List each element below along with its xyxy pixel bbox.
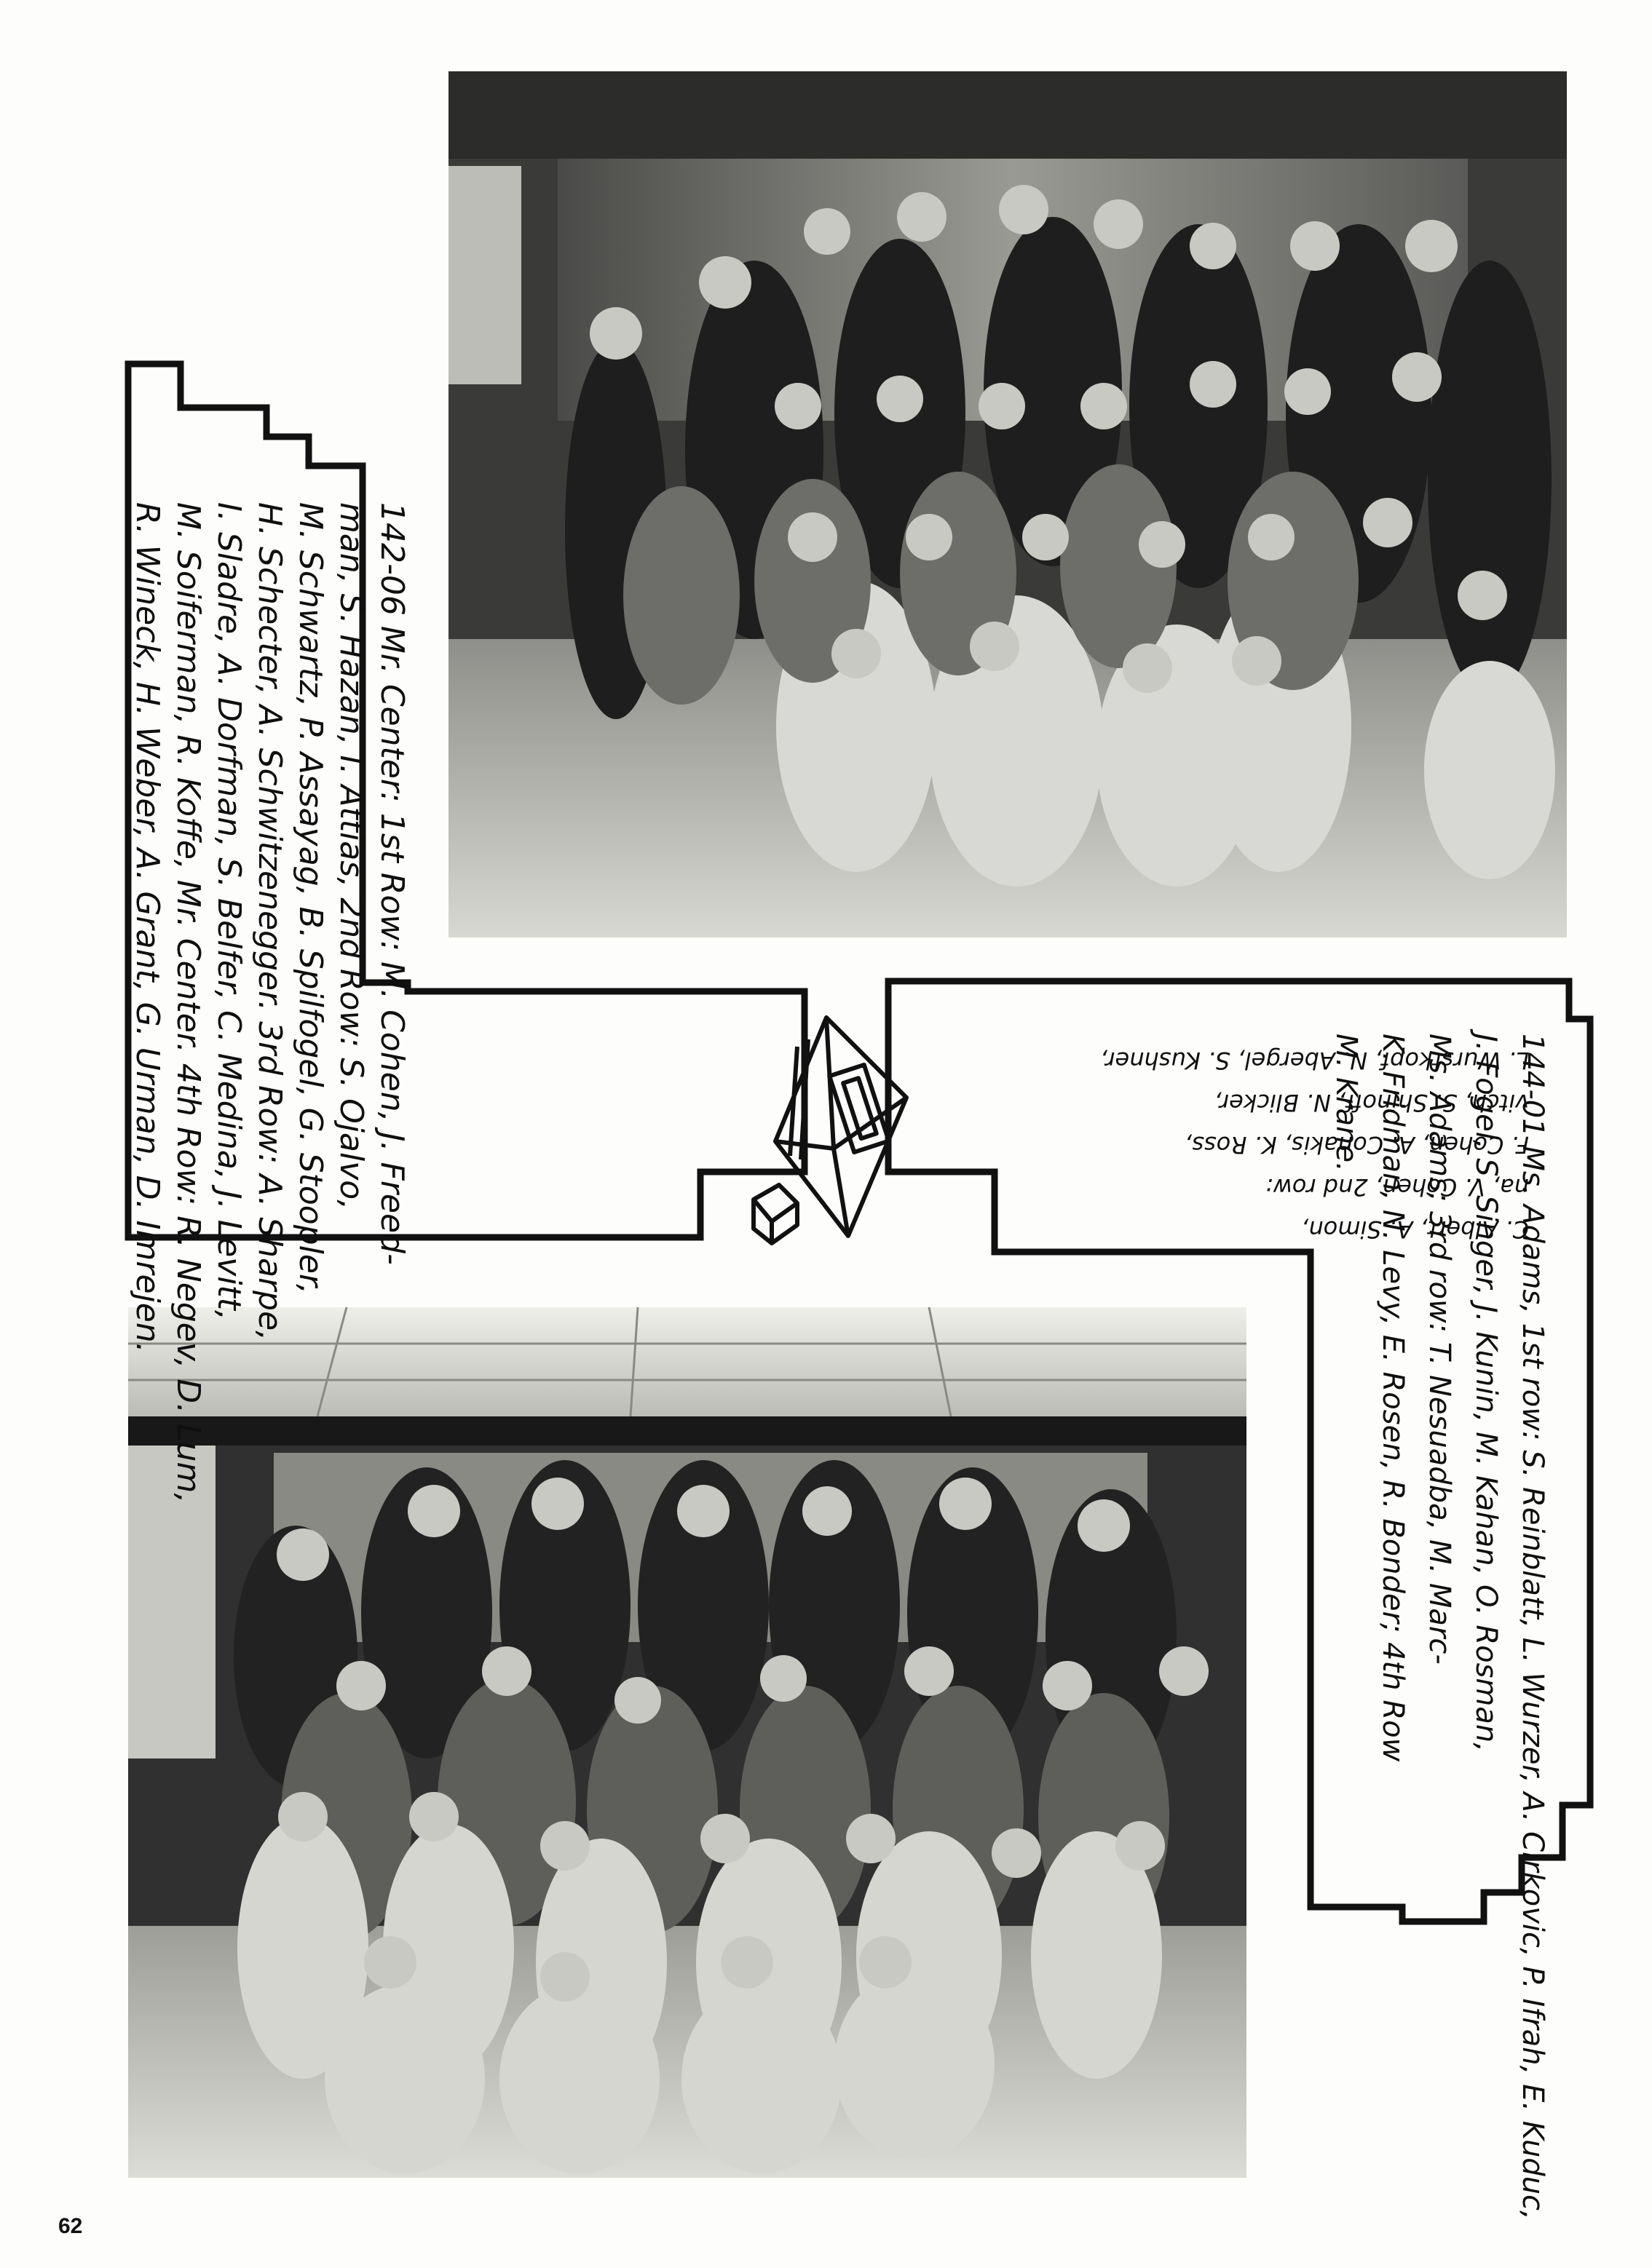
class-photo-bottom-image: [128, 1307, 1246, 2178]
caption-line: 144-01 Ms. Adams, 1st row: S. Reinblatt, L. Wurzer, A. Cirkovic, P. Ifrah, E. Kuduc,: [1516, 1034, 1549, 2220]
caption-line: vitch, S. Shinoff, N. Blicker,: [1214, 1089, 1529, 1117]
class-photo-bottom: [128, 1307, 1246, 2178]
caption-line: K. Fridman, N. Levy, E. Rosen, R. Bonder; 4th Row: [1376, 1034, 1410, 1762]
class-photo-top-image: [448, 71, 1567, 937]
caption-line: na, V. Cohen, 2nd row:: [1265, 1173, 1529, 1201]
caption-line: J. Fogel, S. Singer, J. Kunin, M. Kahan, O. Rosman,: [1469, 1034, 1503, 1752]
caption-line: Ms. Adams; 3rd row: T. Nesuadba, M. Marc-: [1423, 1034, 1456, 1665]
caption-line: M. Soiferman, R. Koffe, Mr. Center. 4th Row: R. Negev, D. Lum,: [170, 502, 207, 1504]
caption-line: R. Wineck, H. Weber, A. Grant, G. Urman, D. Imrejen.: [129, 502, 166, 1353]
class-10-logo-icon: [746, 1003, 933, 1250]
caption-line: man, S. Hazan, I. Attias, 2nd Row: S. Ojalvo,: [333, 502, 370, 1210]
caption-line: F. Cohen, A. Conakis, K. Ross,: [1185, 1131, 1529, 1159]
caption-line: M. Krane.: [1329, 1034, 1363, 1172]
caption-line: M. Schwartz, P. Assayag, B. Spilfogel, G. Stoopler,: [292, 502, 329, 1294]
caption-line: 142-06 Mr. Center: 1st Row: M. Cohen, J. Freed-: [374, 502, 411, 1265]
caption-line: C. Albert, A. Simon,: [1301, 1216, 1529, 1243]
class-photo-top: [448, 71, 1567, 937]
caption-line: L. Wurstkopf, N. Abergel, S. Kushner,: [1100, 1047, 1529, 1074]
caption-line: H. Schecter, A. Schwitzenegger. 3rd Row: A. Sharpe,: [251, 502, 288, 1341]
caption-line: I. Sladre, A. Dorfman, S. Belfer, C. Medina, J. Levitt,: [210, 502, 248, 1321]
page-number: 62: [58, 2214, 83, 2238]
